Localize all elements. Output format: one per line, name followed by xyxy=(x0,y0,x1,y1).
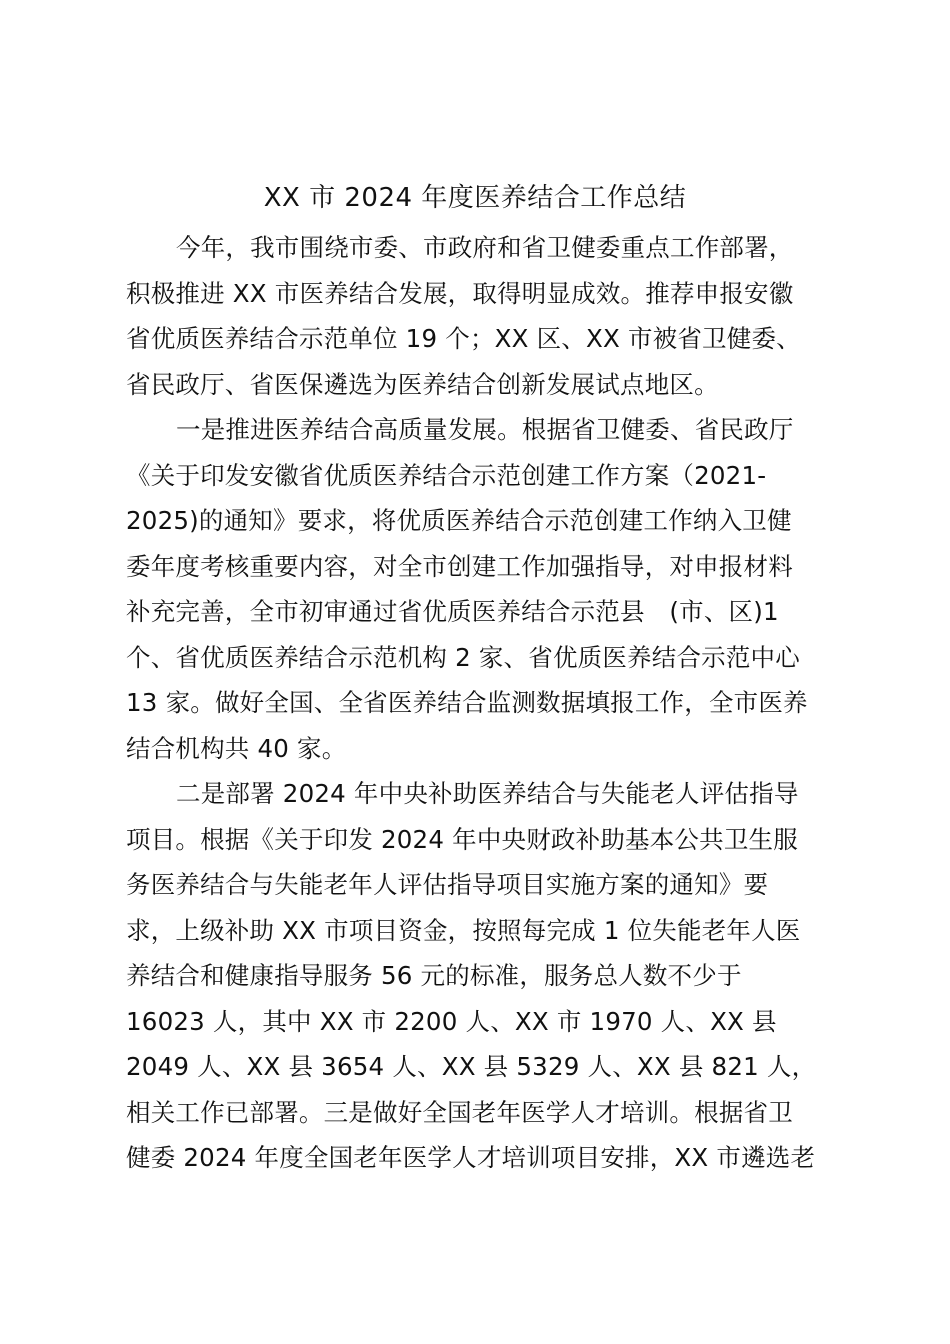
body-line: 16023 人，其中 XX 市 2200 人、XX 市 1970 人、XX 县 xyxy=(126,1006,777,1036)
body-line: 补充完善，全市初审通过省优质医养结合示范县 (市、区)1 xyxy=(126,597,779,626)
document-title: XX 市 2024 年度医养结合工作总结 xyxy=(263,183,687,213)
body-line: 二是部署 2024 年中央补助医养结合与失能老人评估指导 xyxy=(176,779,799,808)
body-line: 个、省优质医养结合示范机构 2 家、省优质医养结合示范中心 xyxy=(126,642,800,672)
body-line: 结合机构共 40 家。 xyxy=(126,733,347,763)
body-line: 一是推进医养结合高质量发展。根据省卫健委、省民政厅 xyxy=(176,415,794,444)
body-line: 省民政厅、省医保遴选为医养结合创新发展试点地区。 xyxy=(126,369,719,399)
body-line: 养结合和健康指导服务 56 元的标准，服务总人数不少于 xyxy=(126,961,742,990)
body-line: 2025)的通知》要求，将优质医养结合示范创建工作纳入卫健 xyxy=(126,506,792,535)
body-line: 省优质医养结合示范单位 19 个；XX 区、XX 市被省卫健委、 xyxy=(126,324,801,353)
body-line: 健委 2024 年度全国老年医学人才培训项目安排，XX 市遴选老 xyxy=(126,1143,816,1172)
body-line: 项目。根据《关于印发 2024 年中央财政补助基本公共卫生服 xyxy=(126,824,798,854)
body-line: 2049 人、XX 县 3654 人、XX 县 5329 人、XX 县 821 人， xyxy=(126,1052,817,1081)
body-line: 13 家。做好全国、全省医养结合监测数据填报工作，全市医养 xyxy=(126,688,808,717)
body-line: 委年度考核重要内容，对全市创建工作加强指导，对申报材料 xyxy=(126,551,793,581)
document-body xyxy=(126,225,846,1181)
body-line: 《关于印发安徽省优质医养结合示范创建工作方案（2021- xyxy=(126,460,767,490)
body-line: 今年，我市围绕市委、市政府和省卫健委重点工作部署， xyxy=(176,233,794,262)
body-line: 务医养结合与失能老年人评估指导项目实施方案的通知》要 xyxy=(126,870,769,899)
body-line: 相关工作已部署。三是做好全国老年医学人才培训。根据省卫 xyxy=(126,1097,793,1127)
body-line: 求，上级补助 XX 市项目资金，按照每完成 1 位失能老年人医 xyxy=(126,915,801,945)
body-line: 积极推进 XX 市医养结合发展，取得明显成效。推荐申报安徽 xyxy=(126,278,794,308)
